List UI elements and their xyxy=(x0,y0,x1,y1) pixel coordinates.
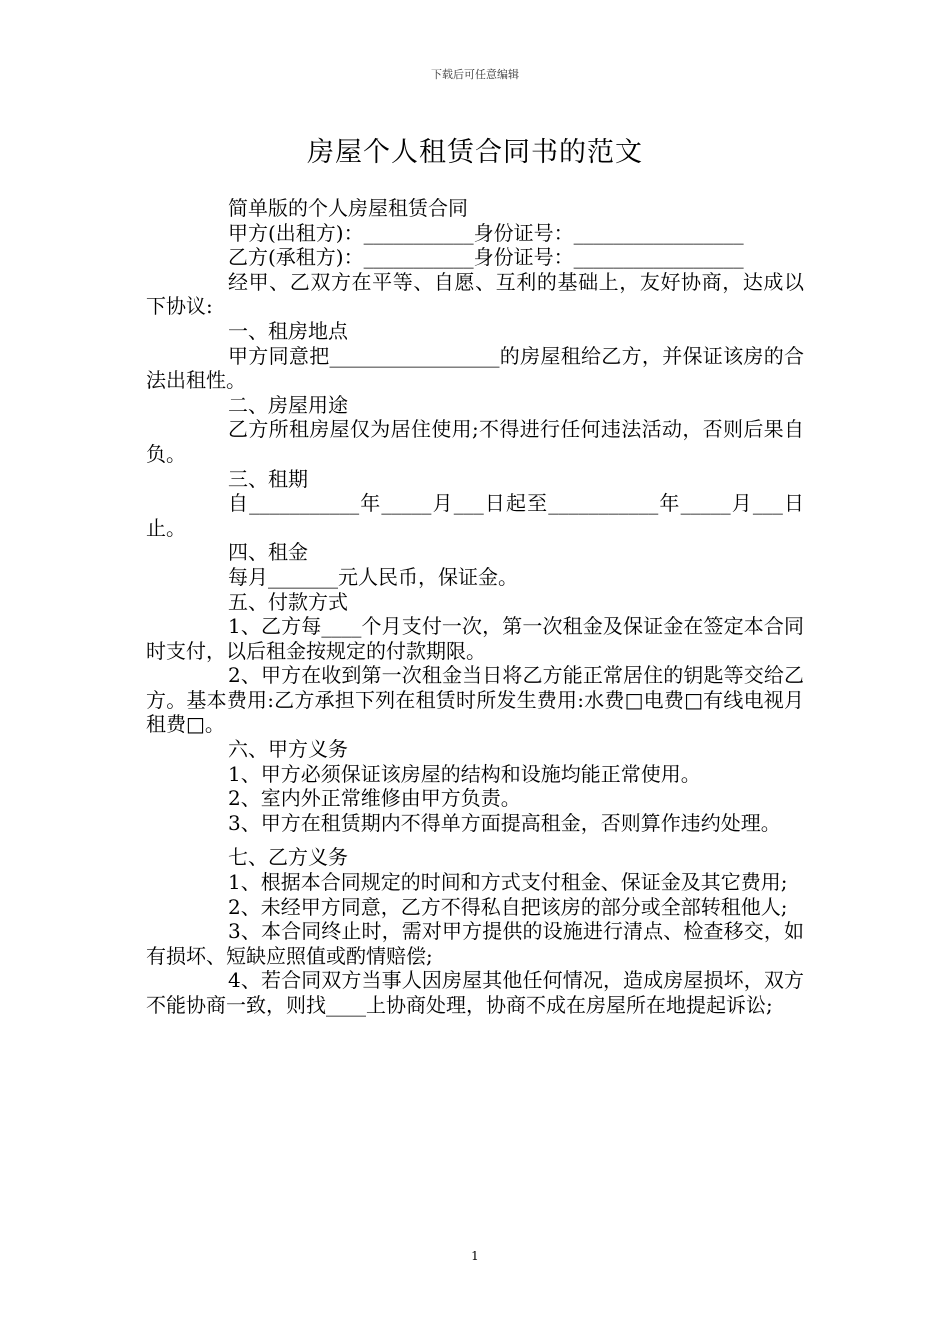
paragraph-lessee-duty-4: 4、若合同双方当事人因房屋其他任何情况，造成房屋损坏，双方不能协商一致，则找____上协商处理，协商不成在房屋所在地提起诉讼; xyxy=(146,968,804,1017)
section-heading-payment: 五、付款方式 xyxy=(228,589,348,614)
page-number: 1 xyxy=(471,1249,479,1263)
paragraph-intro: 简单版的个人房屋租赁合同 xyxy=(228,196,468,220)
paragraph-lessor-duty-3: 3、甲方在租赁期内不得单方面提高租金，否则算作违约处理。 xyxy=(228,810,781,835)
paragraph-lessor-duty-1: 1、甲方必须保证该房屋的结构和设施均能正常使用。 xyxy=(228,761,701,786)
paragraph-lessee-duty-3: 3、本合同终止时，需对甲方提供的设施进行清点、检查移交，如有损坏、短缺应照值或酌情赔偿; xyxy=(146,919,804,968)
section-heading-location: 一、租房地点 xyxy=(228,318,348,343)
paragraph-lessor-duty-2: 2、室内外正常维修由甲方负责。 xyxy=(228,786,521,811)
document-title: 房屋个人租赁合同书的范文 xyxy=(307,137,643,168)
paragraph-location: 甲方同意把_________________的房屋租给乙方，并保证该房的合法出租性。 xyxy=(146,343,804,393)
paragraph-agreement: 经甲、乙双方在平等、自愿、互利的基础上，友好协商，达成以下协议: xyxy=(146,269,804,319)
paragraph-payment-1: 1、乙方每____个月支付一次，第一次租金及保证金在签定本合同时支付，以后租金按规定的付款期限。 xyxy=(146,614,804,663)
header-note: 下载后可任意编辑 xyxy=(431,68,519,81)
section-heading-rent: 四、租金 xyxy=(228,540,308,565)
section-heading-usage: 二、房屋用途 xyxy=(228,392,348,417)
section-heading-lessee-duties: 七、乙方义务 xyxy=(228,845,348,870)
paragraph-party-b: 乙方(承租方)：___________身份证号：_________________ xyxy=(228,245,744,270)
paragraph-lessee-duty-2: 2、未经甲方同意，乙方不得私自把该房的部分或全部转租他人; xyxy=(228,894,788,919)
section-heading-lessor-duties: 六、甲方义务 xyxy=(228,737,348,762)
paragraph-term: 自___________年_____月___日起至___________年_____月___日止。 xyxy=(146,491,804,540)
contract-body xyxy=(146,196,804,1018)
paragraph-lessee-duty-1: 1、根据本合同规定的时间和方式支付租金、保证金及其它费用; xyxy=(228,870,788,895)
paragraph-party-a: 甲方(出租方)：___________身份证号：_________________ xyxy=(228,220,744,245)
section-heading-term: 三、租期 xyxy=(228,466,308,491)
paragraph-rent: 每月_______元人民币，保证金。 xyxy=(228,564,518,589)
paragraph-usage: 乙方所租房屋仅为居住使用;不得进行任何违法活动，否则后果自负。 xyxy=(146,417,804,466)
paragraph-payment-2: 2、甲方在收到第一次租金当日将乙方能正常居住的钥匙等交给乙方。基本费用:乙方承担下列在租赁时所发生费用:水费□电费□有线电视月租费□。 xyxy=(146,663,804,737)
